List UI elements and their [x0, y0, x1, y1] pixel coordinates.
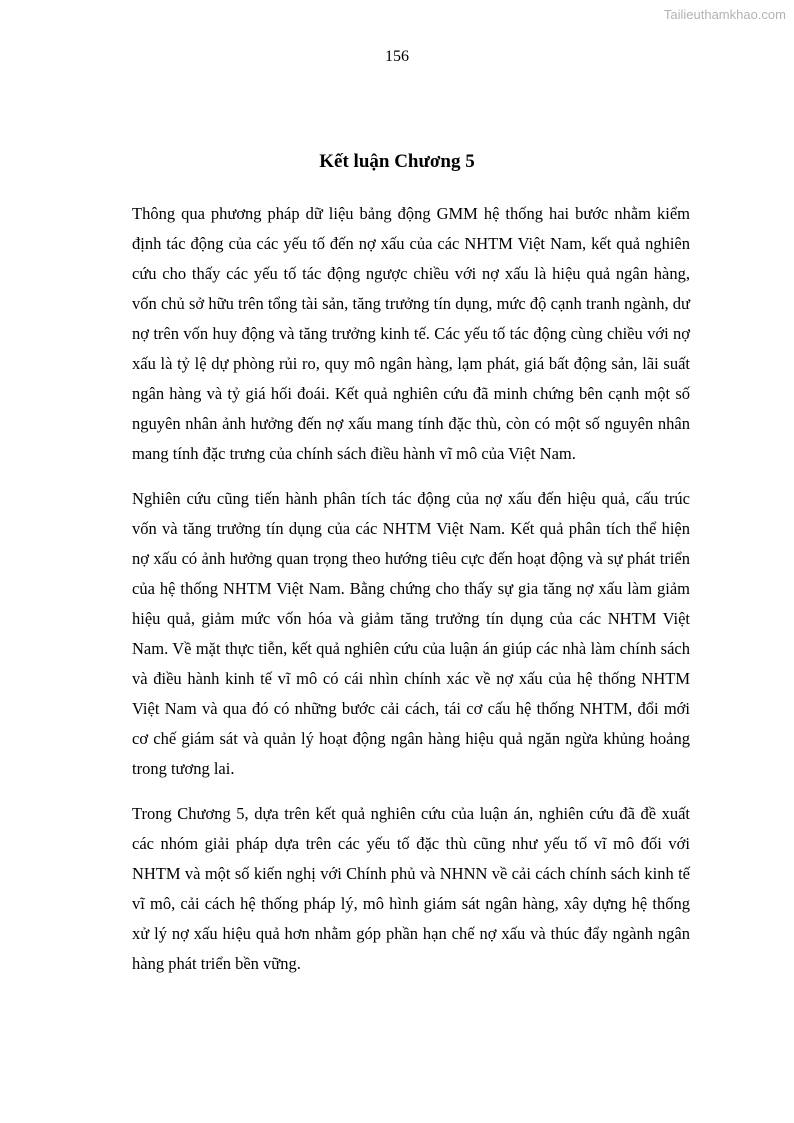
chapter-conclusion-title: Kết luận Chương 5: [319, 151, 475, 172]
page-number: 156: [385, 48, 409, 65]
watermark: Tailieuthamkhao.com: [663, 7, 786, 22]
body-text: [132, 199, 690, 979]
paragraph-3: Trong Chương 5, dựa trên kết quả nghiên cứu của luận án, nghiên cứu đã đề xuất các nhóm giải pháp dựa trên các yếu tố đặc thù cũng như yếu tố vĩ mô đối với NHTM và một số kiến nghị với Chính phủ và NHNN về cải cách chính sách kinh tế vĩ mô, cải cách hệ thống pháp lý, mô hình giám sát ngân hàng, xây dựng hệ thống xử lý nợ xấu hiệu quả hơn nhằm góp phần hạn chế nợ xấu và thúc đẩy ngành ngân hàng phát triển bền vững.: [132, 804, 690, 973]
paragraph-2: Nghiên cứu cũng tiến hành phân tích tác động của nợ xấu đến hiệu quả, cấu trúc vốn và tăng trưởng tín dụng của các NHTM Việt Nam. Kết quả phân tích thể hiện nợ xấu có ảnh hưởng quan trọng theo hướng tiêu cực đến hoạt động và sự phát triển của hệ thống NHTM Việt Nam. Bằng chứng cho thấy sự gia tăng nợ xấu làm giảm hiệu quả, giảm mức vốn hóa và giảm tăng trưởng tín dụng của các NHTM Việt Nam. Về mặt thực tiễn, kết quả nghiên cứu của luận án giúp các nhà làm chính sách và điều hành kinh tế vĩ mô có cái nhìn chính xác về nợ xấu của hệ thống NHTM Việt Nam và qua đó có những bước cải cách, tái cơ cấu hệ thống NHTM, đổi mới cơ chế giám sát và quản lý hoạt động ngân hàng hiệu quả ngăn ngừa khủng hoảng trong tương lai.: [132, 489, 690, 778]
paragraph-1: Thông qua phương pháp dữ liệu bảng động GMM hệ thống hai bước nhằm kiểm định tác động của các yếu tố đến nợ xấu của các NHTM Việt Nam, kết quả nghiên cứu cho thấy các yếu tố tác động ngược chiều với nợ xấu là hiệu quả ngân hàng, vốn chủ sở hữu trên tổng tài sản, tăng trưởng tín dụng, mức độ cạnh tranh ngành, dư nợ trên vốn huy động và tăng trưởng kinh tế. Các yếu tố tác động cùng chiều với nợ xấu là tỷ lệ dự phòng rủi ro, quy mô ngân hàng, lạm phát, giá bất động sản, lãi suất ngân hàng và tỷ giá hối đoái. Kết quả nghiên cứu đã minh chứng bên cạnh một số nguyên nhân ảnh hưởng đến nợ xấu mang tính đặc thù, còn có một số nguyên nhân mang tính đặc trưng của chính sách điều hành vĩ mô của Việt Nam.: [132, 204, 690, 463]
